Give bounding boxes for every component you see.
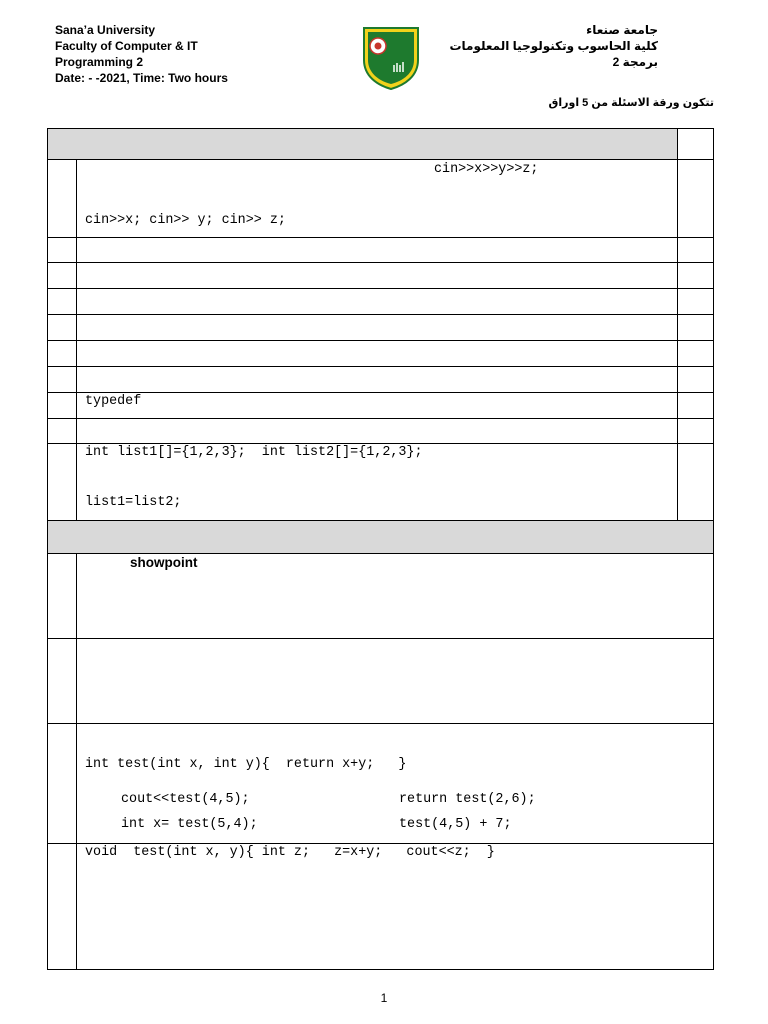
question-row-4 (47, 288, 714, 314)
question-body-cell (77, 289, 677, 314)
question-body-cell (77, 393, 677, 418)
question-row-9 (47, 418, 714, 443)
exam-date-time: Date: - -2021, Time: Two hours (55, 71, 228, 85)
question-row-7 (47, 366, 714, 392)
code-lists-decl: int list1[]={1,2,3}; int list2[]={1,2,3}; (85, 445, 423, 460)
course-name-ar: برمجة 2 (612, 55, 658, 69)
pages-note: تتكون ورقة الاسئلة من 5 اوراق (548, 97, 714, 109)
question-number-cell (47, 263, 77, 288)
question-row-10 (47, 443, 714, 520)
question-mark-cell (677, 444, 714, 520)
university-name: Sana’a University (55, 23, 156, 37)
section-1-title-cell (47, 129, 677, 159)
code-test-plus: test(4,5) + 7; (399, 817, 512, 832)
question-number-cell (47, 554, 77, 638)
question-row-1 (47, 159, 714, 237)
question-body-cell (77, 367, 677, 392)
code-cout-test: cout<<test(4,5); (121, 792, 250, 807)
question-row-11 (47, 553, 714, 638)
question-number-cell (47, 724, 77, 843)
question-number-cell (47, 341, 77, 366)
question-body-cell (77, 419, 677, 443)
code-test-def: int test(int x, int y){ return x+y; } (85, 757, 407, 772)
code-int-x-test: int x= test(5,4); (121, 817, 258, 832)
question-row-3 (47, 262, 714, 288)
question-row-12 (47, 638, 714, 723)
question-number-cell (47, 289, 77, 314)
question-number-cell (47, 444, 77, 520)
question-row-8 (47, 392, 714, 418)
question-mark-cell (677, 263, 714, 288)
question-mark-cell (677, 367, 714, 392)
header-right (449, 22, 658, 70)
section-2-title-cell (47, 521, 714, 553)
course-name: Programming 2 (55, 55, 144, 69)
question-mark-cell (677, 341, 714, 366)
faculty-name: Faculty of Computer & IT (55, 39, 198, 53)
question-body-cell (77, 724, 714, 843)
code-typedef: typedef (85, 394, 142, 409)
exam-table (47, 128, 714, 970)
question-body-cell (77, 341, 677, 366)
question-row-6 (47, 340, 714, 366)
question-mark-cell (677, 419, 714, 443)
section-1-mark-cell (677, 129, 714, 159)
faculty-name-ar: كلية الحاسوب وتكنولوجيا المعلومات (449, 39, 658, 53)
question-mark-cell (677, 289, 714, 314)
table-bottom-border (47, 969, 714, 970)
page-number: 1 (380, 991, 388, 1005)
text-showpoint: showpoint (130, 555, 198, 570)
code-cin-separate: cin>>x; cin>> y; cin>> z; (85, 213, 286, 228)
section-1-header (47, 128, 714, 159)
question-number-cell (47, 160, 77, 237)
question-mark-cell (677, 393, 714, 418)
question-row-14 (47, 843, 714, 970)
question-row-5 (47, 314, 714, 340)
university-logo (360, 24, 422, 90)
question-body-cell (77, 263, 677, 288)
section-2-header (47, 520, 714, 553)
code-cin-chain: cin>>x>>y>>z; (434, 162, 539, 177)
question-number-cell (47, 315, 77, 340)
question-row-2 (47, 237, 714, 262)
question-body-cell (77, 238, 677, 262)
question-number-cell (47, 419, 77, 443)
question-mark-cell (677, 238, 714, 262)
header-left (55, 22, 228, 86)
code-return-test: return test(2,6); (399, 792, 536, 807)
question-number-cell (47, 367, 77, 392)
question-body-cell (77, 444, 677, 520)
question-body-cell (77, 160, 677, 237)
question-body-cell (77, 315, 677, 340)
code-void-test: void test(int x, y){ int z; z=x+y; cout<<z; } (85, 845, 495, 860)
question-body-cell (77, 554, 714, 638)
question-body-cell (77, 639, 714, 723)
question-mark-cell (677, 160, 714, 237)
question-body-cell (77, 844, 714, 970)
code-list-assign: list1=list2; (85, 495, 182, 510)
question-number-cell (47, 238, 77, 262)
question-number-cell (47, 393, 77, 418)
question-row-13 (47, 723, 714, 843)
question-mark-cell (677, 315, 714, 340)
question-number-cell (47, 844, 77, 970)
university-name-ar: جامعة صنعاء (586, 23, 658, 37)
question-number-cell (47, 639, 77, 723)
